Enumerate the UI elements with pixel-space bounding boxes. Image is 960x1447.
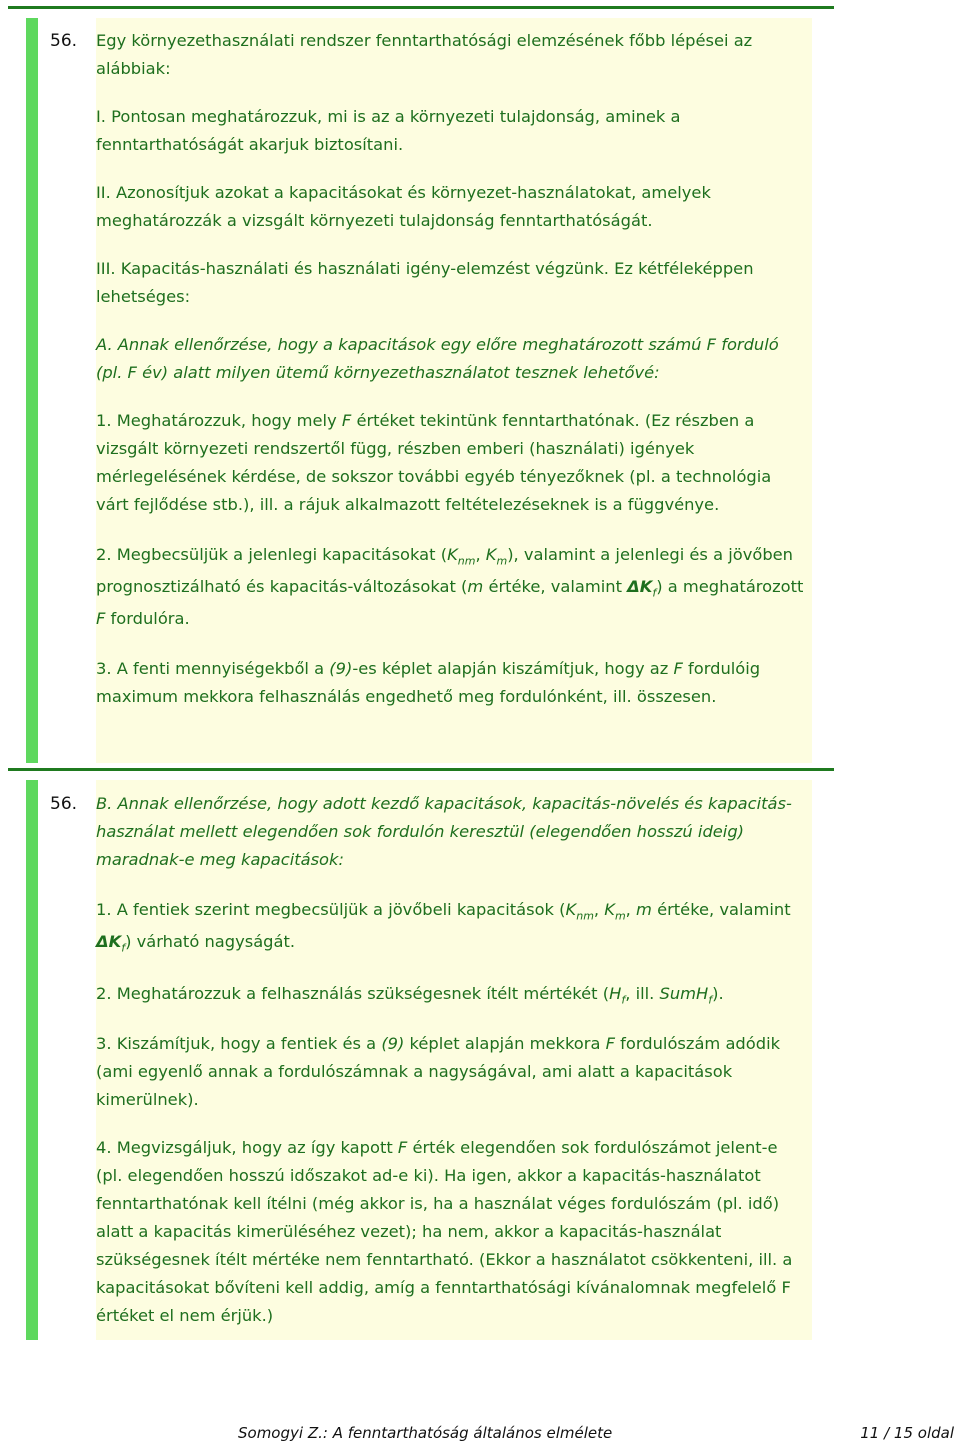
slide-1-gutter xyxy=(38,18,96,763)
footer-title: Somogyi Z.: A fenntarthatóság általános elmélete xyxy=(238,1424,613,1442)
slide-2-content xyxy=(96,790,804,1350)
slide-1-accent-bar xyxy=(26,18,38,763)
step-3: III. Kapacitás-használati és használati igény-elemzést végzünk. Ez kétféleképpen lehetséges: xyxy=(96,259,754,306)
part-a-item-2: 2. Megbecsüljük a jelenlegi kapacitásokat ($K_{nm}$, $K_m$), valamint a jelenlegi és a jövőben prognosztizálható és kapacitás-változásokat (m értéke, valamint $\Delta K_f$) a meghatározott F fordulóra. xyxy=(96,545,804,628)
slide-2-gutter xyxy=(38,780,96,1340)
step-1: I. Pontosan meghatározzuk, mi is az a környezeti tulajdonság, aminek a fenntarthatóságát akarjuk biztosítani. xyxy=(96,107,681,154)
part-b-item-4: 4. Megvizsgáljuk, hogy az így kapott F érték elegendően sok fordulószámot jelent-e (pl. elegendően hosszú időszakot ad-e ki). Ha igen, akkor a kapacitás-használatot fenntarthatónak kell ítélni (még akkor is, ha a használat véges fordulószám (pl. idő) alatt a kapacitás kimerüléséhez vezet); ha nem, akkor a kapacitás-használat szükségesnek ítélt mértéke nem fenntartható. (Ekkor a használatot csökkenteni, ill. a kapacitásokat bővíteni kell addig, amíg a fenntarthatósági kívánalomnak megfelelő F értéket el nem érjük.) xyxy=(96,1138,793,1325)
part-b-heading: B. Annak ellenőrzése, hogy adott kezdő kapacitások, kapacitás-növelés és kapacitás-használat mellett elegendően sok fordulón keresztül (elegendően hosszú ideig) maradnak-e meg kapacitások: xyxy=(96,794,792,869)
part-b-item-3: 3. Kiszámítjuk, hogy a fentiek és a (9) képlet alapján mekkora F fordulószám adódik (ami egyenlő annak a fordulószámnak a nagyságával, ami alatt a kapacitások kimerülnek). xyxy=(96,1034,781,1109)
part-b-item-1: 1. A fentiek szerint megbecsüljük a jövőbeli kapacitások ($K_{nm}$, $K_m$, m értéke, valamint $\Delta K_f$) várható nagyságát. xyxy=(96,900,791,955)
top-rule xyxy=(8,6,834,9)
slide-1-number: 56. xyxy=(50,31,78,51)
intro-text: Egy környezethasználati rendszer fenntarthatósági elemzésének főbb lépései az alábbiak: xyxy=(96,31,753,78)
slide-1-content xyxy=(96,27,804,731)
middle-rule xyxy=(8,768,834,771)
step-2: II. Azonosítjuk azokat a kapacitásokat és környezet-használatokat, amelyek meghatározzák a vizsgált környezeti tulajdonság fenntarthatóságát. xyxy=(96,183,711,230)
slide-2-number: 56. xyxy=(50,794,78,814)
slide-2-accent-bar xyxy=(26,780,38,1340)
part-a-item-3: 3. A fenti mennyiségekből a (9)-es képlet alapján kiszámítjuk, hogy az F fordulóig maximum mekkora felhasználás engedhető meg fordulónként, ill. összesen. xyxy=(96,659,761,706)
part-a-item-1: 1. Meghatározzuk, hogy mely F értéket tekintünk fenntarthatónak. (Ez részben a vizsgált környezeti rendszertől függ, részben emberi (használati) igények mérlegelésének kérdése, de sokszor további egyéb tényezőknek (pl. a technológia várt fejlődése stb.), ill. a rájuk alkalmazott feltételezéseknek is a függvénye. xyxy=(96,411,772,514)
footer-page-number: 11 / 15 oldal xyxy=(860,1424,954,1442)
part-a-heading: A. Annak ellenőrzése, hogy a kapacitások egy előre meghatározott számú F forduló (pl. F év) alatt milyen ütemű környezethasználatot tesznek lehetővé: xyxy=(96,335,779,382)
part-b-item-2: 2. Meghatározzuk a felhasználás szükségesnek ítélt mértékét ($H_f$, ill. SumH$_f$). xyxy=(96,984,724,1007)
